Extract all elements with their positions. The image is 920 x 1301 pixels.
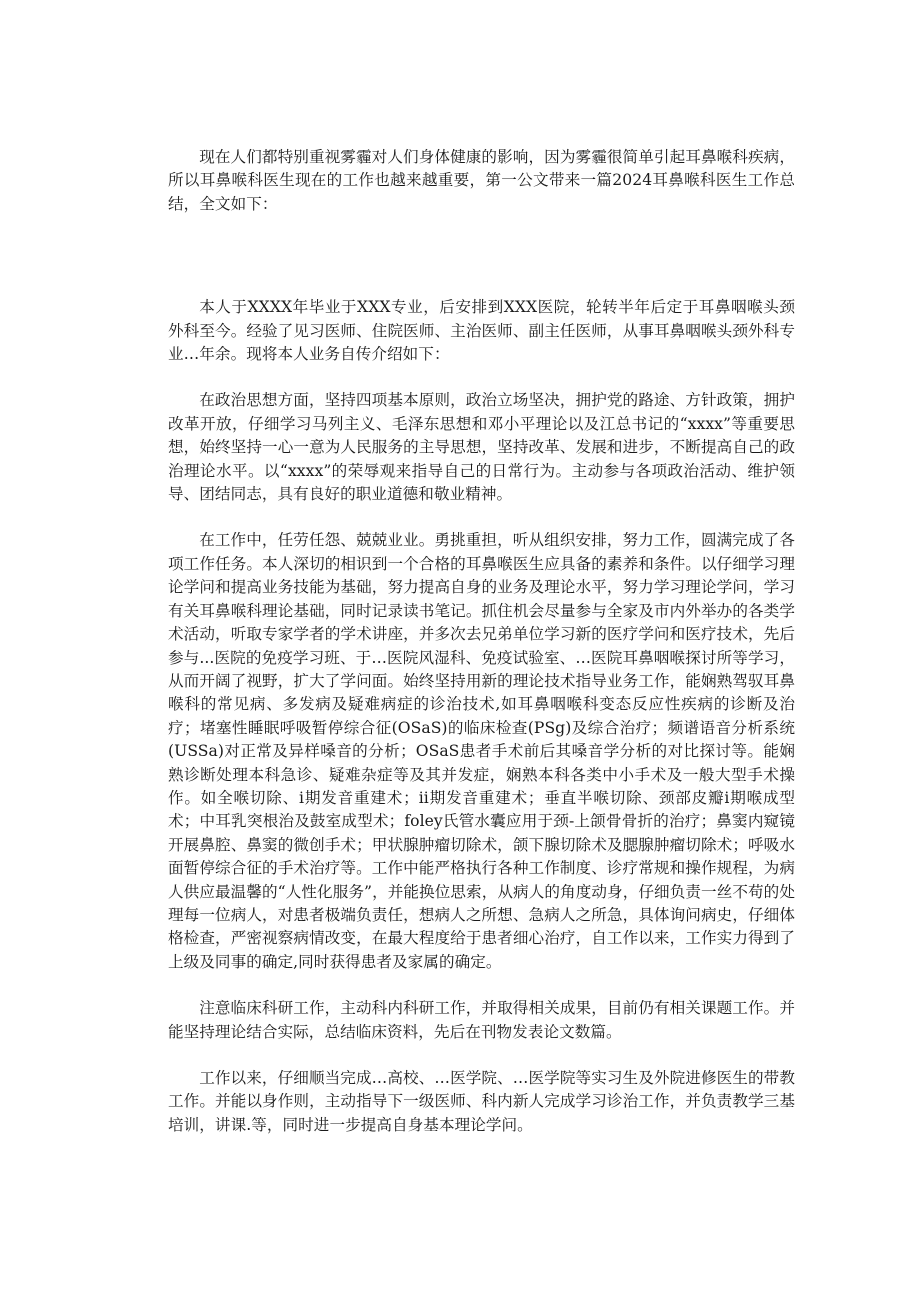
paragraph-spacer xyxy=(168,506,795,529)
paragraph-spacer xyxy=(168,366,795,389)
intro-paragraph: 现在人们都特别重视雾霾对人们身体健康的影响，因为雾霾很简单引起耳鼻喉科疾病，所以耳鼻喉科医生现在的工作也越来越重要，第一公文带来一篇2024耳鼻喉科医生工作总结，全文如下： xyxy=(168,148,795,213)
body-paragraph-1: 本人于XXXX年毕业于XXX专业，后安排到XXX医院，轮转半年后定于耳鼻咽喉头颈外科至今。经验了见习医师、住院医师、主治医师、副主任医师，从事耳鼻咽喉头颈外科专业…年余。现将本人业务自传介绍如下： xyxy=(168,298,795,364)
intro-spacer xyxy=(168,216,795,296)
paragraph-spacer xyxy=(168,1044,795,1067)
body-paragraph-3: 在工作中，任劳任怨、兢兢业业。勇挑重担，听从组织安排，努力工作，圆满完成了各项工作任务。本人深切的相识到一个合格的耳鼻喉医生应具备的素养和条件。以仔细学习理论学问和提高业务技能为基础，努力提高自身的业务及理论水平，努力学习理论学问，学习有关耳鼻喉科理论基础，同时记录读书笔记。抓住机会尽量参与全家及市内外举办的各类学术活动，听取专家学者的学术讲座，并多次去兄弟单位学习新的医疗学问和医疗技术，先后参与...医院的免疫学习班、于…医院风湿科、免疫试验室、…医院耳鼻咽喉探讨所等学习，从而开阔了视野，扩大了学问面。始终坚持用新的理论技术指导业务工作，能娴熟驾驭耳鼻喉科的常见病、多发病及疑难病症的诊治技术,如耳鼻咽喉科变态反应性疾病的诊断及治疗；堵塞性睡眠呼吸暂停综合征(OSaS)的临床检查(PSg)及综合治疗；频谱语音分析系统(USSa)对正常及异样嗓音的分析；OSaS患者手术前后其嗓音学分析的对比探讨等。能娴熟诊断处理本科急诊、疑难杂症等及其并发症，娴熟本科各类中小手术及一般大型手术操作。如全喉切除、i期发音重建术；ii期发音重建术；垂直半喉切除、颈部皮瓣i期喉成型术；中耳乳突根治及鼓室成型术；foley氏管水囊应用于颈-上颌骨骨折的治疗；鼻窦内窥镜开展鼻腔、鼻窦的微创手术；甲状腺肿瘤切除术，颌下腺切除术及腮腺肿瘤切除术；呼吸水面暂停综合征的手术治疗等。工作中能严格执行各种工作制度、诊疗常规和操作规程，为病人供应最温馨的“人性化服务”，并能换位思索，从病人的角度动身，仔细负责一丝不苟的处理每一位病人，对患者极端负责任，想病人之所想、急病人之所急，具体询问病史，仔细体格检查，严密视察病情改变，在最大程度给于患者细心治疗，自工作以来，工作实力得到了上级及同事的确定,同时获得患者及家属的确定。 xyxy=(168,531,795,971)
body-paragraph-5: 工作以来，仔细顺当完成…高校、…医学院、…医学院等实习生及外院进修医生的带教工作。并能以身作则，主动指导下一级医师、科内新人完成学习诊治工作，并负责教学三基培训，讲课.等，同时进一步提高自身基本理论学问。 xyxy=(168,1069,795,1134)
document-body xyxy=(168,146,795,1137)
body-paragraph-2: 在政治思想方面，坚持四项基本原则，政治立场坚决，拥护党的路途、方针政策，拥护改革开放，仔细学习马列主义、毛泽东思想和邓小平理论以及江总书记的“xxxx”等重要思想，始终坚持一心一意为人民服务的主导思想，坚持改革、发展和进步，不断提高自己的政治理论水平。以“xxxx”的荣辱观来指导自己的日常行为。主动参与各项政治活动、维护领导、团结同志，具有良好的职业道德和敬业精神。 xyxy=(168,391,795,504)
body-paragraph-4: 注意临床科研工作，主动科内科研工作，并取得相关成果，目前仍有相关课题工作。并能坚持理论结合实际，总结临床资料，先后在刊物发表论文数篇。 xyxy=(168,999,795,1041)
paragraph-spacer xyxy=(168,974,795,997)
